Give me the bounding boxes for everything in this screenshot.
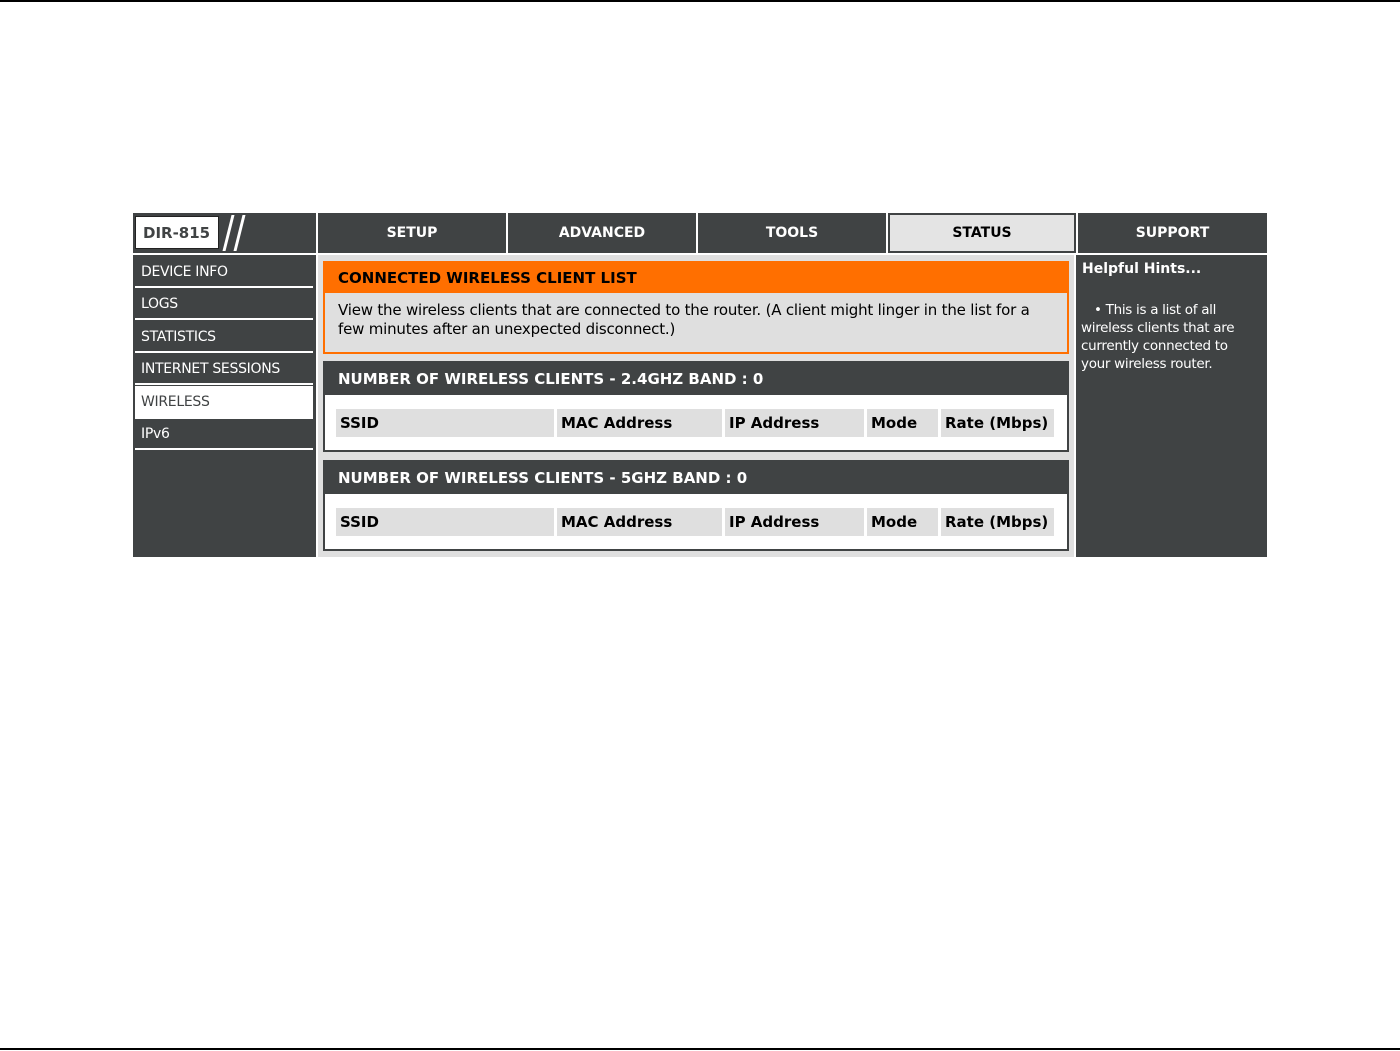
column-header-ssid: SSID bbox=[336, 409, 554, 437]
hints-title: Helpful Hints... bbox=[1082, 261, 1202, 277]
column-header-ip: IP Address bbox=[725, 508, 864, 536]
column-header-mode: Mode bbox=[867, 409, 938, 437]
table-header bbox=[336, 508, 1056, 538]
section-title: CONNECTED WIRELESS CLIENT LIST bbox=[325, 263, 1067, 293]
hint-line: wireless clients that are bbox=[1081, 320, 1235, 336]
column-header-ssid: SSID bbox=[336, 508, 554, 536]
column-header-ip: IP Address bbox=[725, 409, 864, 437]
section-description bbox=[325, 293, 1067, 339]
band-24ghz-section bbox=[323, 361, 1069, 452]
hints-text bbox=[1081, 301, 1263, 373]
column-header-mac: MAC Address bbox=[557, 508, 722, 536]
tab-advanced[interactable]: ADVANCED bbox=[508, 213, 696, 253]
bottom-rule bbox=[0, 1048, 1400, 1050]
tab-setup[interactable]: SETUP bbox=[318, 213, 506, 253]
sidebar-item-ipv6[interactable]: IPv6 bbox=[135, 420, 313, 450]
helpful-hints-panel bbox=[1076, 255, 1267, 557]
column-header-mode: Mode bbox=[867, 508, 938, 536]
tab-support[interactable]: SUPPORT bbox=[1078, 213, 1267, 253]
sidebar-item-statistics[interactable]: STATISTICS bbox=[135, 323, 313, 353]
sidebar-item-internet-sessions[interactable]: INTERNET SESSIONS bbox=[135, 355, 313, 385]
tab-status[interactable]: STATUS bbox=[888, 213, 1076, 253]
section-title: NUMBER OF WIRELESS CLIENTS - 5GHZ BAND : 0 bbox=[325, 462, 1067, 494]
bullet-icon: • bbox=[1094, 302, 1106, 318]
column-header-rate: Rate (Mbps) bbox=[941, 508, 1054, 536]
model-label: DIR-815 bbox=[135, 216, 219, 249]
column-header-rate: Rate (Mbps) bbox=[941, 409, 1054, 437]
logo-area bbox=[133, 213, 316, 253]
band-5ghz-section bbox=[323, 460, 1069, 551]
tab-tools[interactable]: TOOLS bbox=[698, 213, 886, 253]
description-line: View the wireless clients that are connected to the router. (A client might linger in the list for a bbox=[338, 301, 1030, 319]
logo-slash-icon bbox=[223, 215, 235, 251]
hint-line: currently connected to bbox=[1081, 338, 1228, 354]
sidebar-item-logs[interactable]: LOGS bbox=[135, 290, 313, 320]
description-line: few minutes after an unexpected disconnect.) bbox=[338, 320, 676, 338]
section-title: NUMBER OF WIRELESS CLIENTS - 2.4GHZ BAND : 0 bbox=[325, 363, 1067, 395]
client-list-section bbox=[323, 261, 1069, 354]
logo-slash-icon bbox=[234, 215, 246, 251]
sidebar bbox=[133, 255, 316, 557]
main-content bbox=[318, 255, 1074, 557]
hint-line: This is a list of all bbox=[1105, 302, 1217, 318]
sidebar-item-wireless[interactable]: WIRELESS bbox=[135, 386, 313, 419]
column-header-mac: MAC Address bbox=[557, 409, 722, 437]
table-header bbox=[336, 409, 1056, 439]
hint-line: your wireless router. bbox=[1081, 356, 1213, 372]
sidebar-item-device-info[interactable]: DEVICE INFO bbox=[135, 258, 313, 288]
top-rule bbox=[0, 0, 1400, 2]
router-admin-page bbox=[133, 213, 1267, 557]
